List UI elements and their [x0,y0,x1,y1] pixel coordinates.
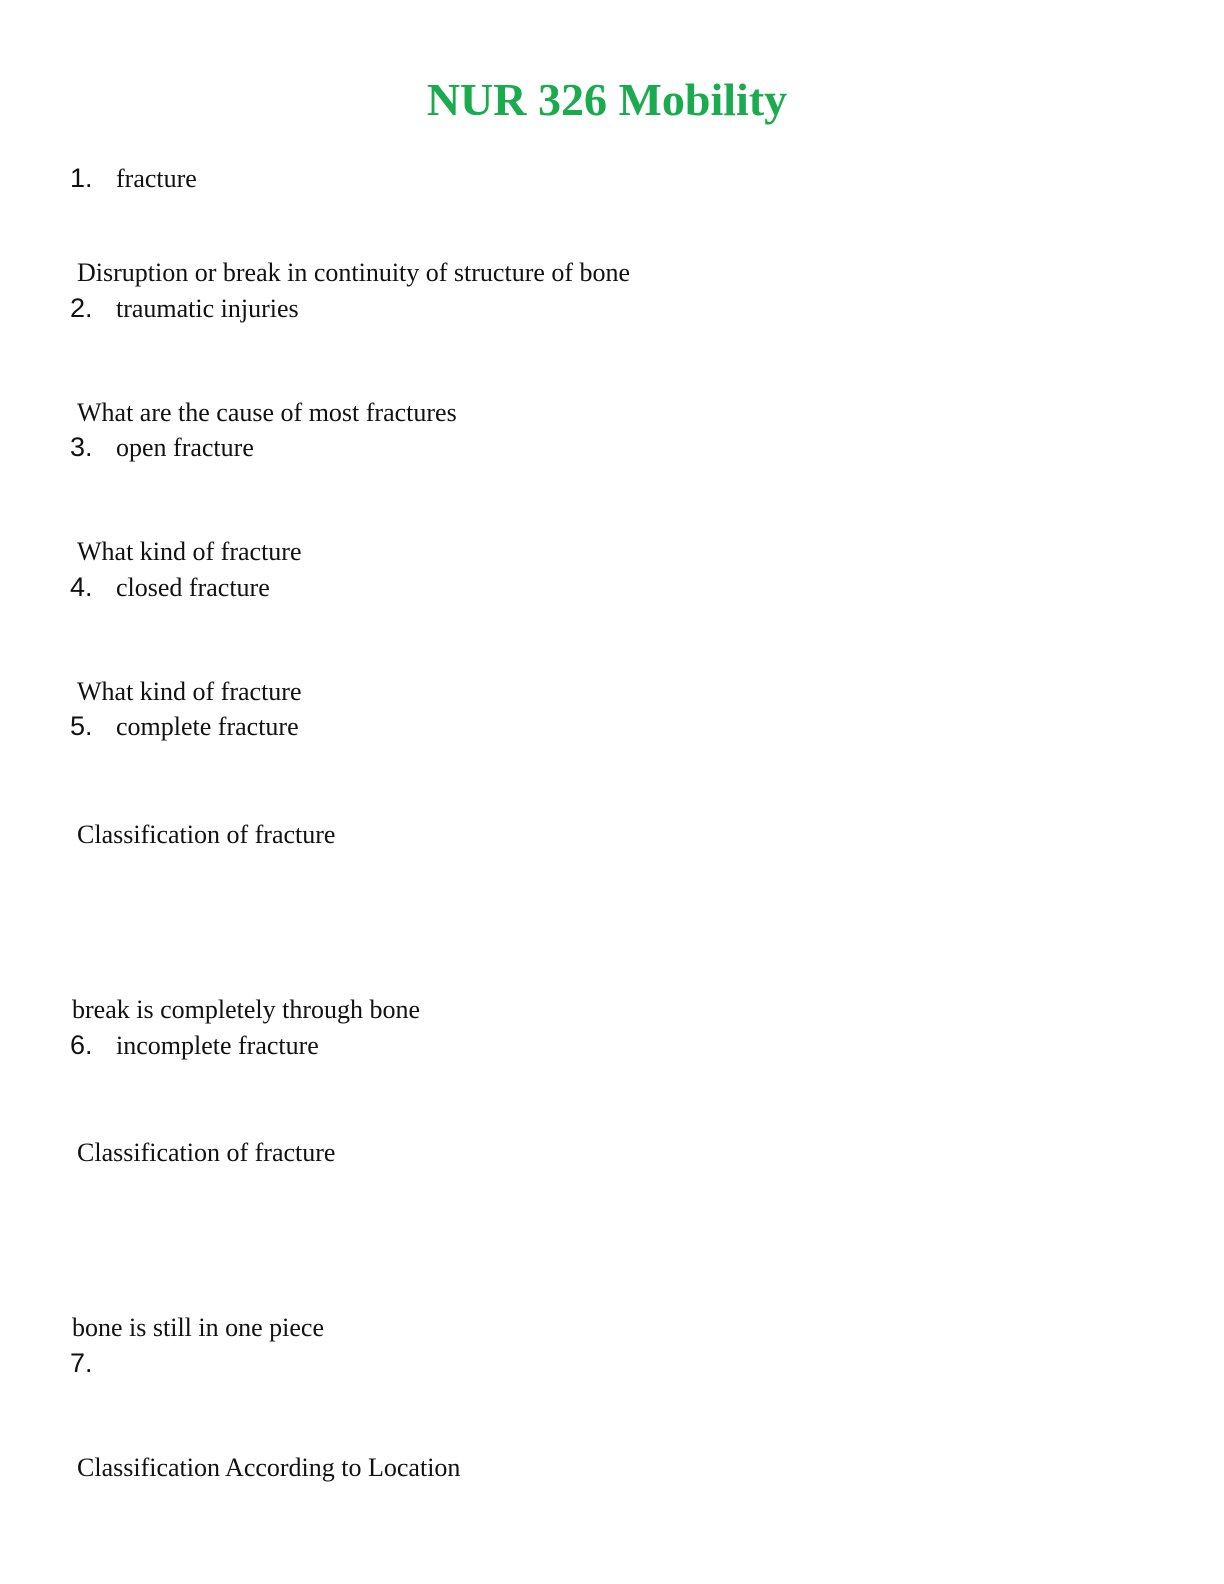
term-text: closed fracture [116,573,270,602]
term-text: fracture [116,164,197,193]
definition-text: What kind of fracture [77,677,302,706]
item-number: 4. [70,572,93,602]
term-row-3 [70,431,254,463]
definition-text: What are the cause of most fractures [77,398,457,427]
term-row-2 [70,292,299,324]
term-row-1 [70,162,197,194]
item-number: 7. [70,1348,93,1378]
item-number: 1. [70,163,93,193]
definition-text: break is completely through bone [72,995,421,1024]
item-number: 2. [70,293,93,323]
item-number: 3. [70,432,93,462]
page-title: NUR 326 Mobility [426,74,788,125]
term-row-6 [70,1029,319,1061]
item-number: 5. [70,711,93,741]
term-text: open fracture [116,433,254,462]
definition-text: Classification According to Location [77,1453,461,1482]
term-row-4 [70,571,270,603]
term-text: complete fracture [116,712,299,741]
term-row-7 [70,1347,116,1379]
definition-text: What kind of fracture [77,537,302,566]
term-text: traumatic injuries [116,294,299,323]
term-row-5 [70,710,299,742]
item-number: 6. [70,1030,93,1060]
definition-text: Classification of fracture [77,820,336,849]
definition-text: Classification of fracture [77,1138,336,1167]
definition-text: bone is still in one piece [72,1313,325,1342]
term-text: incomplete fracture [116,1031,319,1060]
definition-text: Disruption or break in continuity of structure of bone [77,258,631,287]
